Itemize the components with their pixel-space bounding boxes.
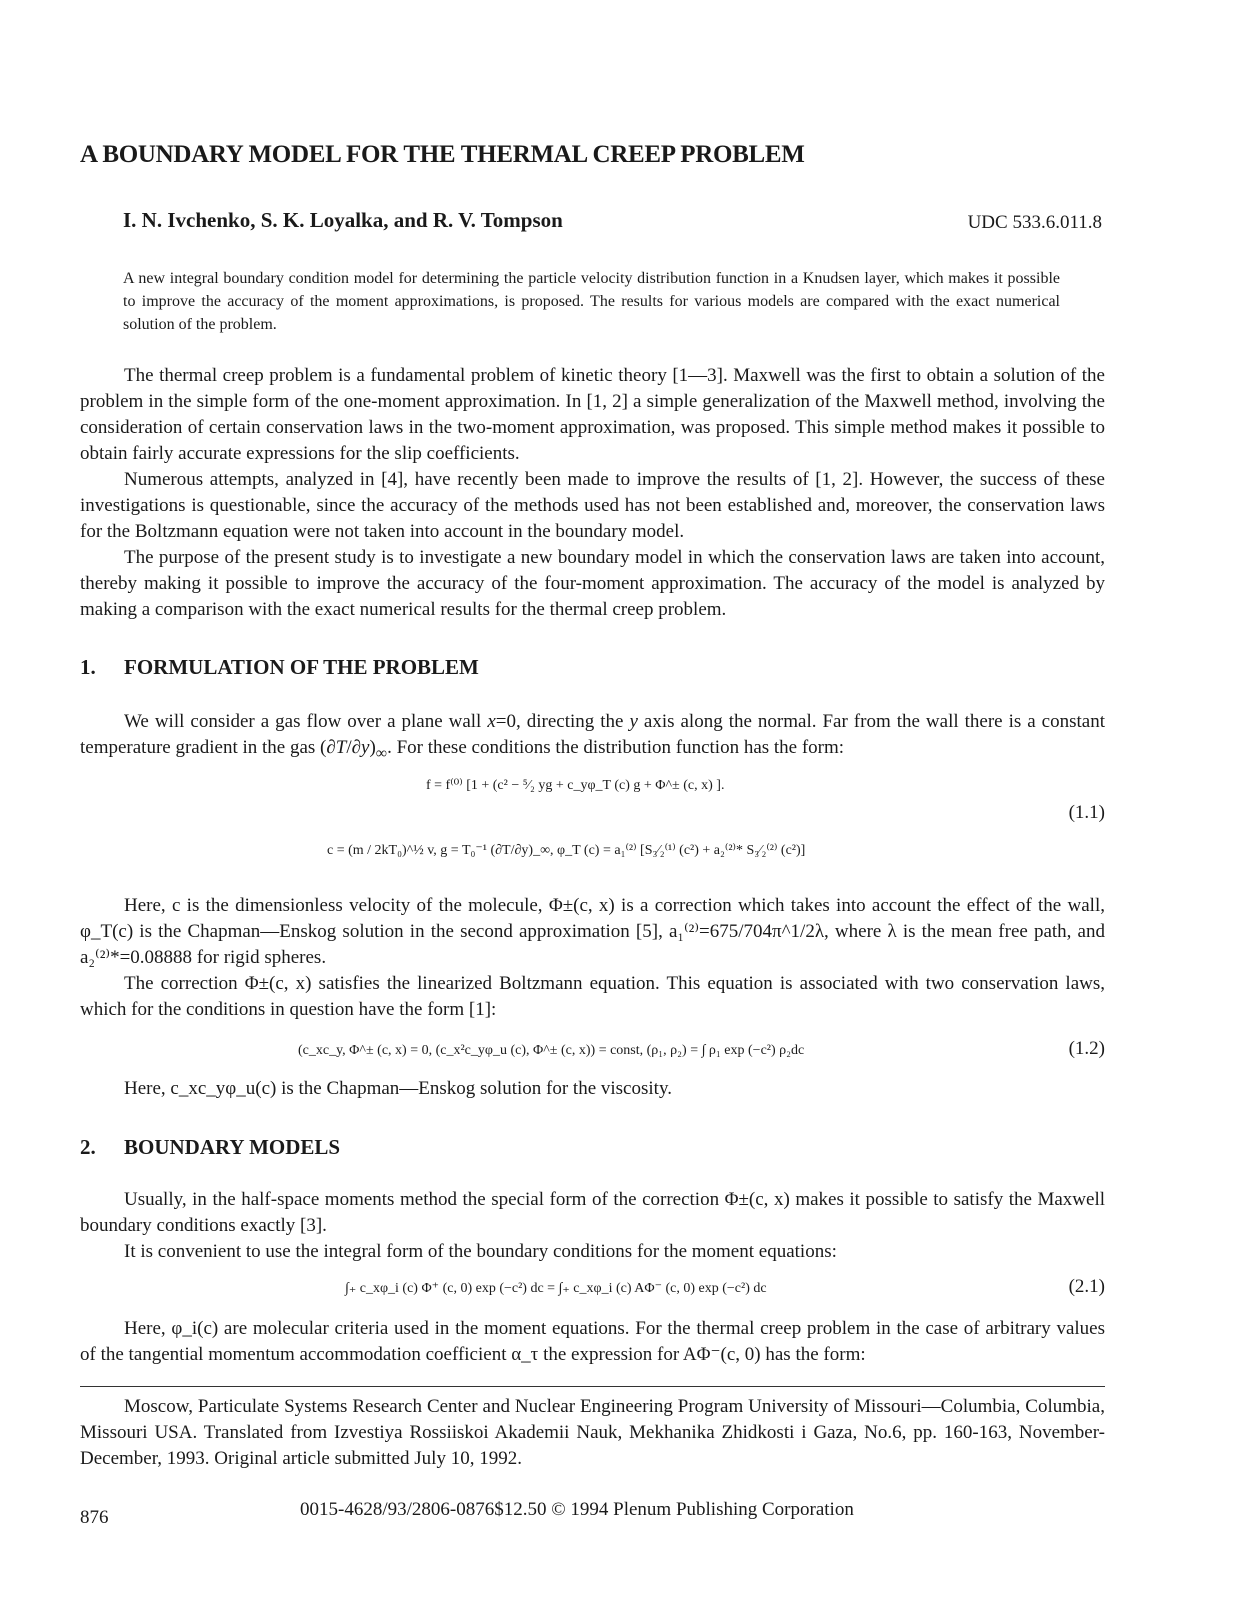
section-number: 1. [80,655,96,679]
section-1-paragraph-2: Here, c is the dimensionless velocity of the molecule, Φ±(c, x) is a correction which takes into account the effect of the wall, φ_T(c) is the Chapman—Enskog solution in the second approximation [5], a₁⁽²⁾=675/704π^1/2λ, where λ is the mean free path, and a₂⁽²⁾*=0.08888 for rigid spheres. [80,895,1105,968]
abstract: A new integral boundary condition model for determining the particle velocity distribution function in a Knudsen layer, which makes it possible to improve the accuracy of the moment approximations, is proposed. The results for various models are compared with the exact numerical solution of the problem. [123,270,1060,333]
equation-2-1: ∫₊ c_xφ_i (c) Φ⁺ (c, 0) exp (−c²) dc = ∫₊ c_xφ_i (c) AΦ⁻ (c, 0) exp (−c²) dc [345,1281,767,1296]
paper-title: A BOUNDARY MODEL FOR THE THERMAL CREEP PROBLEM [80,141,805,168]
footnote-divider [80,1386,1105,1387]
footnote-text: Moscow, Particulate Systems Research Center and Nuclear Engineering Program University of Missouri—Columbia, Columbia, Missouri USA. Translated from Izvestiya Rossiiskoi Akademii Nauk, Mekhanika Zhidkosti i Gaza, No.6, pp. 160-163, November-December, 1993. Original article submitted July 10, 1992. [80,1396,1105,1469]
equation-1-1-line-1: f = f⁽⁰⁾ [1 + (c² − ⁵⁄₂ yg + c_yφ_T (c) g + Φ^± (c, x) ]. [426,778,725,793]
section-1-paragraph-3: The correction Φ±(c, x) satisfies the linearized Boltzmann equation. This equation is associated with two conservation laws, which for the conditions in question have the form [1]: [80,973,1105,1020]
section-1-paragraph-4: Here, c_xc_yφ_u(c) is the Chapman—Enskog solution for the viscosity. [124,1078,672,1099]
intro-paragraph-3: The purpose of the present study is to investigate a new boundary model in which the conservation laws are taken into account, thereby making it possible to improve the accuracy of the four-moment approximation. The accuracy of the model is analyzed by making a comparison with the exact numerical results for the thermal creep problem. [80,547,1105,620]
equation-1-2: (c_xc_y, Φ^± (c, x) = 0, (c_x²c_yφ_u (c), Φ^± (c, x)) = const, (ρ₁, ρ₂) = ∫ ρ₁ exp (−c²) ρ₂dc [298,1043,805,1058]
section-title: BOUNDARY MODELS [124,1135,341,1159]
equation-1-2-number: (1.2) [1068,1038,1105,1059]
intro-paragraph-2: Numerous attempts, analyzed in [4], have recently been made to improve the results of [1, 2]. However, the success of these investigations is questionable, since the accuracy of the methods used has not been established and, moreover, the conservation laws for the Boltzmann equation were not taken into account in the boundary model. [80,469,1105,542]
section-number: 2. [80,1135,96,1159]
section-2-heading [80,1135,340,1160]
footnote [80,1394,1105,1472]
equation-1-1-number: (1.1) [1068,802,1105,823]
publisher-line: 0015-4628/93/2806-0876$12.50 © 1994 Plenum Publishing Corporation [300,1499,854,1520]
intro-paragraph-1: The thermal creep problem is a fundamental problem of kinetic theory [1—3]. Maxwell was the first to obtain a solution of the problem in the simple form of the one-moment approximation. In [1, 2] a simple generalization of the Maxwell method, involving the consideration of certain conservation laws in the two-moment approximation, was proposed. This simple method makes it possible to obtain fairly accurate expressions for the slip coefficients. [80,365,1105,464]
section-1-body [80,893,1105,1023]
udc-code: UDC 533.6.011.8 [967,212,1102,233]
section-2-paragraph-1: Usually, in the half-space moments method the special form of the correction Φ±(c, x) makes it possible to satisfy the Maxwell boundary conditions exactly [3]. [80,1189,1105,1236]
section-2-paragraph-3: Here, φ_i(c) are molecular criteria used in the moment equations. For the thermal creep problem in the case of arbitrary values of the tangential momentum accommodation coefficient α_τ the expression for AΦ⁻(c, 0) has the form: [80,1318,1105,1365]
section-title: FORMULATION OF THE PROBLEM [124,655,479,679]
section-1-heading [80,655,479,680]
section-1-paragraph-1: We will consider a gas flow over a plane wall x=0, directing the y axis along the normal. Far from the wall there is a constant temperature gradient in the gas $(\partial T/\partial y)_\infty$. For these conditions the distribution function has the form: [80,711,1105,762]
section-2-paragraph-2: It is convenient to use the integral form of the boundary conditions for the moment equations: [124,1241,837,1262]
introduction [80,363,1105,623]
section-2-body [80,1187,1105,1265]
section-1-paragraph-4-wrap [80,1076,1105,1102]
author-list: I. N. Ivchenko, S. K. Loyalka, and R. V. Tompson [123,208,563,232]
section-2-paragraph-3-wrap [80,1316,1105,1368]
equation-1-1-line-2: c = (m / 2kT₀)^½ v, g = T₀⁻¹ (∂T/∂y)_∞, φ_T (c) = a₁⁽²⁾ [S₃⁄₂⁽¹⁾ (c²) + a₂⁽²⁾* S₃⁄₂⁽²⁾ (c²)] [327,843,806,858]
equation-2-1-number: (2.1) [1068,1276,1105,1297]
page-number: 876 [80,1507,109,1528]
